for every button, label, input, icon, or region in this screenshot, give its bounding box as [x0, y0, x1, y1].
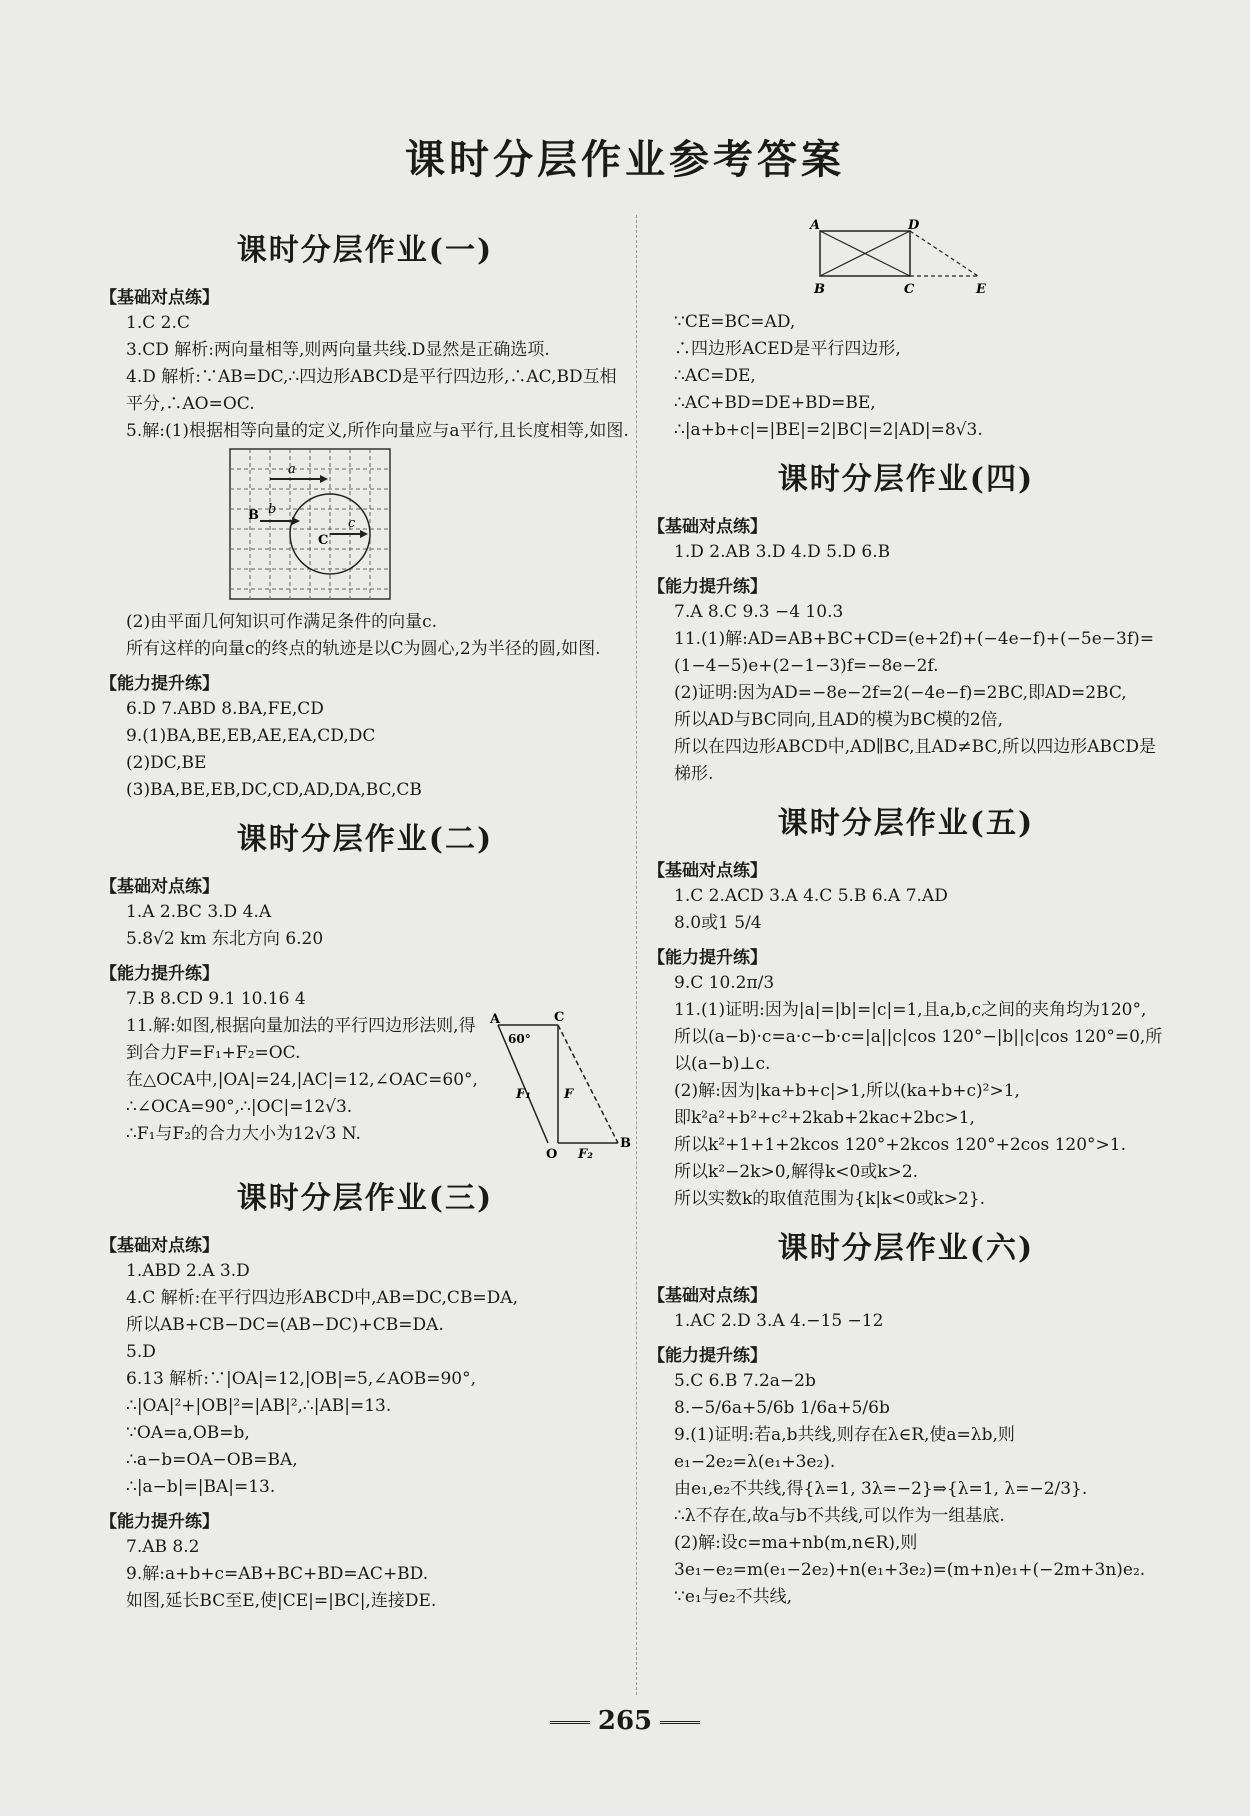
answer-line: 5.8√2 km 东北方向 6.20 — [126, 929, 324, 949]
label-E: E — [976, 282, 986, 297]
answer-line: ∴F₁与F₂的合力大小为12√3 N. — [126, 1124, 361, 1144]
answer-line: (2)DC,BE — [126, 753, 207, 773]
answer-line: ∴AC=DE, — [674, 366, 756, 386]
basic-label: 【基础对点练】 — [100, 877, 219, 897]
basic-label: 【基础对点练】 — [100, 1236, 219, 1256]
label-A: A — [490, 1012, 501, 1027]
answer-line: 由e₁,e₂不共线,得{λ=1, 3λ=−2}⇒{λ=1, λ=−2/3}. — [674, 1479, 1088, 1499]
label-D: D — [908, 218, 920, 233]
answer-line: 5.D — [126, 1342, 156, 1362]
answer-line: 9.(1)BA,BE,EB,AE,EA,CD,DC — [126, 726, 376, 746]
answer-line: 11.(1)证明:因为|a|=|b|=|c|=1,且a,b,c之间的夹角均为120°, — [674, 1000, 1147, 1020]
answer-line: 3e₁−e₂=m(e₁−2e₂)+n(e₁+3e₂)=(m+n)e₁+(−2m+3n)e₂. — [674, 1560, 1146, 1580]
answer-line: 4.C 解析:在平行四边形ABCD中,AB=DC,CB=DA, — [126, 1288, 518, 1308]
section-4 — [648, 454, 1164, 788]
advanced-label: 【能力提升练】 — [648, 1346, 767, 1366]
answer-line: 1.C 2.ACD 3.A 4.C 5.B 6.A 7.AD — [674, 886, 948, 906]
answer-line: 1.AC 2.D 3.A 4.−15 −12 — [674, 1311, 884, 1331]
answer-line: ∴AC+BD=DE+BD=BE, — [674, 393, 876, 413]
advanced-label: 【能力提升练】 — [100, 1512, 219, 1532]
answer-line: 所以(a−b)·c=a·c−b·c=|a||c|cos 120°−|b||c|cos 120°=0,所以(a−b)⊥c. — [674, 1027, 1163, 1074]
advanced-label: 【能力提升练】 — [648, 577, 767, 597]
section-1 — [100, 225, 630, 804]
section-2 — [100, 814, 630, 1163]
answer-line: 所以AD与BC同向,且AD的模为BC模的2倍, — [674, 710, 1004, 730]
answer-line: 11.解:如图,根据向量加法的平行四边形法则,得到合力F=F₁+F₂=OC. — [126, 1016, 476, 1063]
section-3 — [100, 1173, 630, 1615]
answer-line: ∴λ不存在,故a与b不共线,可以作为一组基底. — [674, 1506, 1005, 1526]
page-title: 课时分层作业参考答案 — [405, 136, 845, 183]
label-B: B — [620, 1136, 631, 1151]
section-3-continued — [648, 219, 1164, 444]
section-title: 课时分层作业(六) — [777, 1231, 1035, 1266]
answer-line: 6.13 解析:∵|OA|=12,|OB|=5,∠AOB=90°, — [126, 1369, 477, 1389]
column-divider — [636, 215, 637, 1695]
label-F1: F₁ — [516, 1087, 531, 1102]
basic-label: 【基础对点练】 — [100, 288, 219, 308]
answer-line: 1.D 2.AB 3.D 4.D 5.D 6.B — [674, 542, 891, 562]
advanced-label: 【能力提升练】 — [100, 674, 219, 694]
answer-line: 7.B 8.CD 9.1 10.16 4 — [126, 989, 306, 1009]
answer-line: ∴a−b=OA−OB=BA, — [126, 1450, 298, 1470]
page-number: 265 — [597, 1706, 653, 1736]
label-b: b — [268, 502, 277, 517]
parallelogram-figure — [648, 219, 1164, 303]
label-F: F — [564, 1087, 574, 1102]
answer-line: ∵OA=a,OB=b, — [126, 1423, 250, 1443]
answer-line: 6.D 7.ABD 8.BA,FE,CD — [126, 699, 324, 719]
label-C: C — [318, 533, 329, 548]
answer-line: 1.ABD 2.A 3.D — [126, 1261, 250, 1281]
grid-figure — [100, 449, 630, 603]
answer-line: 如图,延长BC至E,使|CE|=|BC|,连接DE. — [126, 1591, 437, 1611]
answer-line: 4.D 解析:∵AB=DC,∴四边形ABCD是平行四边形,∴AC,BD互相平分,∴AO=OC. — [126, 367, 617, 414]
answer-line: ∴|a−b|=|BA|=13. — [126, 1477, 276, 1497]
section-6 — [648, 1223, 1164, 1611]
answer-line: 7.AB 8.2 — [126, 1537, 200, 1557]
answer-line: ∴|OA|²+|OB|²=|AB|²,∴|AB|=13. — [126, 1396, 392, 1416]
answer-line: (2)由平面几何知识可作满足条件的向量c. — [126, 612, 438, 632]
force-figure — [488, 1010, 631, 1163]
answer-line: 所有这样的向量c的终点的轨迹是以C为圆心,2为半径的圆,如图. — [126, 639, 601, 659]
answer-line: 8.−5/6a+5/6b 1/6a+5/6b — [674, 1398, 890, 1418]
answer-line: (2)证明:因为AD=−8e−2f=2(−4e−f)=2BC,即AD=2BC, — [674, 683, 1127, 703]
answer-line: ∵CE=BC=AD, — [674, 312, 796, 332]
answer-line: 9.(1)证明:若a,b共线,则存在λ∈R,使a=λb,则e₁−2e₂=λ(e₁+3e₂). — [674, 1425, 1015, 1472]
answer-line: 所以k²−2k>0,解得k<0或k>2. — [674, 1162, 919, 1182]
angle-label: 60° — [508, 1032, 531, 1046]
basic-label: 【基础对点练】 — [648, 517, 767, 537]
footer-rule-left — [550, 1721, 590, 1724]
answer-line: 5.C 6.B 7.2a−2b — [674, 1371, 816, 1391]
basic-label: 【基础对点练】 — [648, 1286, 767, 1306]
answer-line: 7.A 8.C 9.3 −4 10.3 — [674, 602, 844, 622]
section-5 — [648, 798, 1164, 1213]
answer-line: ∴四边形ACED是平行四边形, — [674, 339, 901, 359]
label-A: A — [810, 218, 821, 233]
answer-line: 9.解:a+b+c=AB+BC+BD=AC+BD. — [126, 1564, 429, 1584]
section-title: 课时分层作业(三) — [236, 1181, 494, 1216]
answer-line: 5.解:(1)根据相等向量的定义,所作向量应与a平行,且长度相等,如图. — [126, 421, 629, 441]
answer-line: 所以AB+CB−DC=(AB−DC)+CB=DA. — [126, 1315, 444, 1335]
label-B: B — [814, 282, 825, 297]
answer-line: 所以在四边形ABCD中,AD∥BC,且AD≠BC,所以四边形ABCD是梯形. — [674, 737, 1156, 784]
section-title: 课时分层作业(一) — [236, 233, 494, 268]
answer-line: 1.C 2.C — [126, 313, 190, 333]
label-c: c — [348, 516, 356, 531]
answer-line: 所以k²+1+1+2kcos 120°+2kcos 120°+2cos 120°>1. — [674, 1135, 1126, 1155]
left-column — [100, 215, 630, 1615]
label-a: a — [288, 462, 296, 477]
section-title: 课时分层作业(二) — [236, 822, 494, 857]
answer-line: (3)BA,BE,EB,DC,CD,AD,DA,BC,CB — [126, 780, 422, 800]
answer-line: 1.A 2.BC 3.D 4.A — [126, 902, 272, 922]
page-footer — [0, 1706, 1250, 1736]
answer-line: 即k²a²+b²+c²+2kab+2kac+2bc>1, — [674, 1108, 975, 1128]
label-O: O — [546, 1147, 558, 1162]
answer-line: 11.(1)解:AD=AB+BC+CD=(e+2f)+(−4e−f)+(−5e−3f)=(1−4−5)e+(2−1−3)f=−8e−2f. — [674, 629, 1155, 676]
section-title: 课时分层作业(四) — [777, 462, 1035, 497]
section-title: 课时分层作业(五) — [777, 806, 1035, 841]
answer-line: (2)解:因为|ka+b+c|>1,所以(ka+b+c)²>1, — [674, 1081, 1020, 1101]
label-C: C — [904, 282, 915, 297]
basic-label: 【基础对点练】 — [648, 861, 767, 881]
label-B: B — [248, 508, 259, 523]
answer-line: 8.0或1 5/4 — [674, 913, 762, 933]
right-column — [648, 215, 1164, 1611]
advanced-label: 【能力提升练】 — [648, 948, 767, 968]
answer-line: ∴|a+b+c|=|BE|=2|BC|=2|AD|=8√3. — [674, 420, 983, 440]
footer-rule-right — [660, 1721, 700, 1724]
answer-line: 所以实数k的取值范围为{k|k<0或k>2}. — [674, 1189, 986, 1209]
answer-line: 9.C 10.2π/3 — [674, 973, 775, 993]
answer-line: (2)解:设c=ma+nb(m,n∈R),则 — [674, 1533, 918, 1553]
parallelogram-svg — [808, 219, 998, 299]
answer-line: 在△OCA中,|OA|=24,|AC|=12,∠OAC=60°, — [126, 1070, 478, 1090]
label-C: C — [554, 1010, 565, 1025]
answer-line: ∴∠OCA=90°,∴|OC|=12√3. — [126, 1097, 353, 1117]
answer-line: ∵e₁与e₂不共线, — [674, 1587, 792, 1607]
label-F2: F₂ — [578, 1147, 593, 1162]
answer-line: 3.CD 解析:两向量相等,则两向量共线.D显然是正确选项. — [126, 340, 550, 360]
advanced-label: 【能力提升练】 — [100, 964, 219, 984]
grid-svg — [230, 449, 390, 599]
